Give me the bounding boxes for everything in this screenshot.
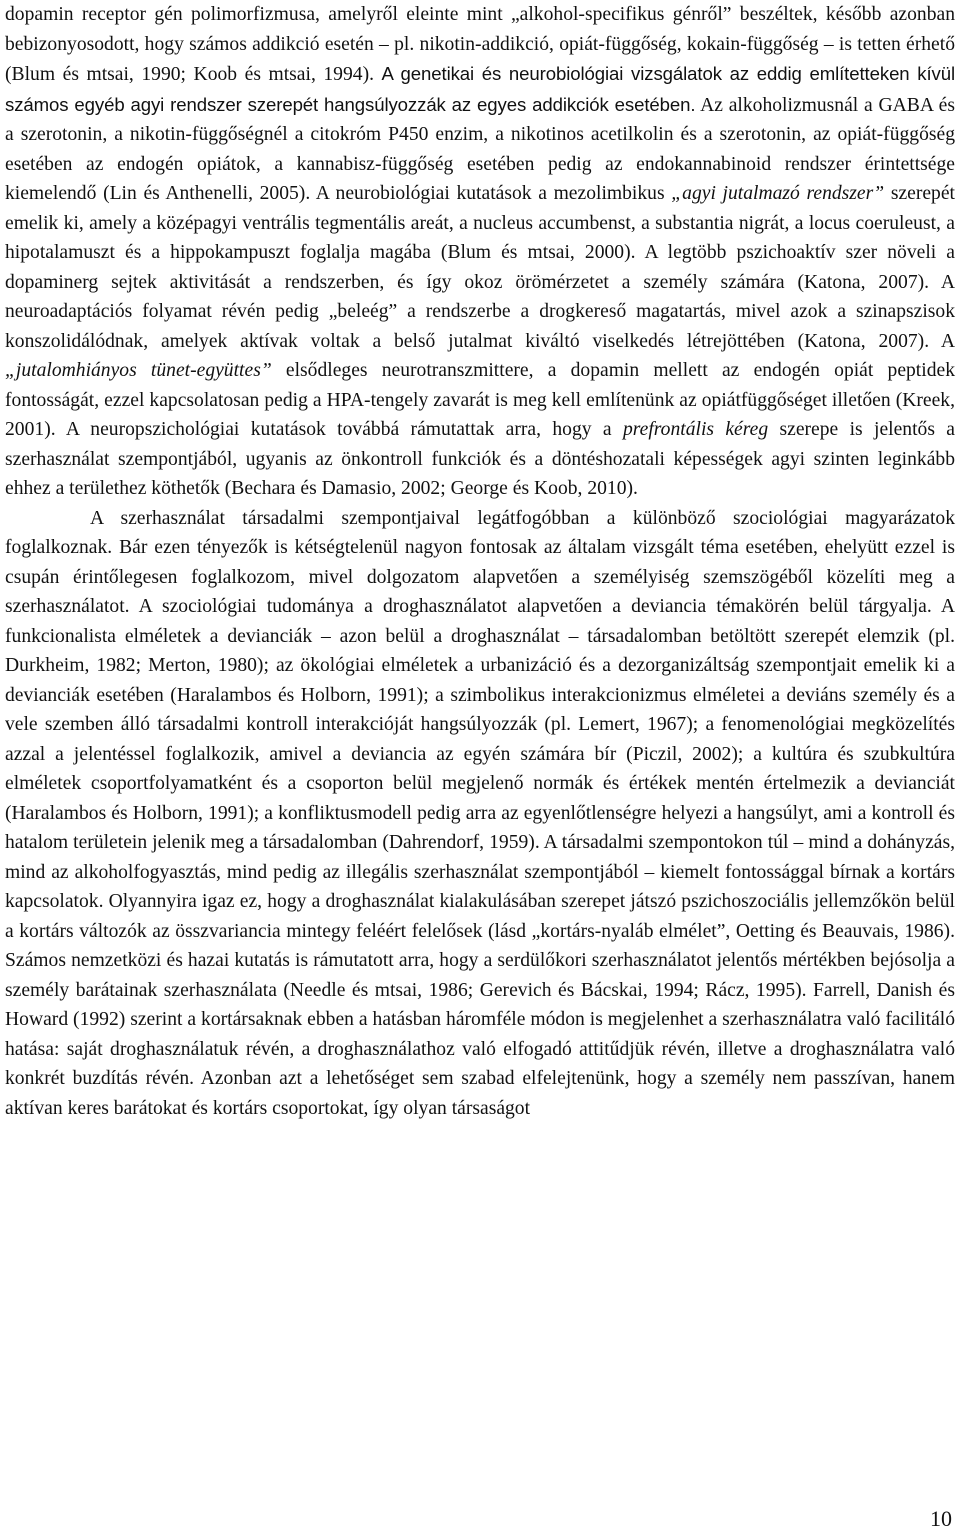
paragraph-1-part-6: szerepe is jelentős a szerhasználat szempontjából, ugyanis az önkontroll funkciók és a döntéshozatali képességek agyi szinten leginkább ehhez a területhez köthetők (Bechara és Damasio, 2002; George és Koob, 2010). (5, 419, 955, 499)
italic-term-reward-system: „agyi jutalmazó rendszer” (671, 183, 885, 204)
paragraph-1 (5, 0, 955, 504)
paragraph-1-part-2: A genetikai és neurobiológiai vizsgálatok az eddig említetteken kívül számos egyéb agyi rendszer szerepét hangsúlyozzák az egyes addikciók esetében. (5, 63, 955, 115)
body-text (5, 0, 955, 1123)
page-number: 10 (930, 1506, 952, 1531)
paragraph-1-part-4: szerepét emelik ki, amely a középagyi ventrális tegmentális areát, a nucleus accumbenst, a substantia nigrát, a locus coeruleust, a hipotalamuszt és a hippokampuszt foglalja magába (Blum és mtsai, 2000). A legtöbb pszichoaktív szer növeli a dopaminerg sejtek aktivitását a rendszerben, és így okoz örömérzetet a személy számára (Katona, 2007). A neuroadaptációs folyamat révén pedig „beleég” a rendszerbe a drogkereső magatartás, mivel azok a szinapszisok konszolidálódnak, amelyek aktívak voltak a belső jutalmat kiváltó viselkedés létrejöttében (Katona, 2007). A (5, 183, 955, 352)
paragraph-1-part-5: elsődleges neurotranszmittere, a dopamin mellett az endogén opiát peptidek fontosságát, ezzel kapcsolatosan pedig a HPA-tengely zavarát is meg kell említenünk az opiátfüggőséget illetően (Kreek, 2001). A neuropszichológiai kutatások továbbá rámutattak arra, hogy a (5, 360, 955, 440)
paragraph-1-part-1: dopamin receptor gén polimorfizmusa, amelyről eleinte mint „alkohol-specifikus génről” beszéltek, később azonban bebizonyosodott, hogy számos addikció esetén – pl. nikotin-addikció, opiát-függőség, kokain-függőség – is tetten érhető (Blum és mtsai, 1990; Koob és mtsai, 1994). (5, 4, 955, 85)
paragraph-1-part-3: Az alkoholizmusnál a GABA és a szerotonin, a nikotin-függőségnél a citokróm P450 enzim, a nikotinos acetilkolin és a szerotonin, az opiát-függőség esetében az endogén opiátok, a kannabisz-függőség esetében pedig az endokannabinoid rendszer érintettsége kiemelendő (Lin és Anthenelli, 2005). A neurobiológiai kutatások a mezolimbikus (5, 94, 955, 204)
paragraph-2: A szerhasználat társadalmi szempontjaival legátfogóbban a különböző szociológiai magyarázatok foglalkoznak. Bár ezen tényezők is kétségtelenül nagyon fontosak az általam vizsgált téma esetében, ehelyütt ezzel is csupán érintőlegesen foglalkozom, mivel dolgozatom alapvetően a személyiség szemszögéből közelíti meg a szerhasználatot. A szociológiai tudománya a droghasználatot alapvetően a deviancia témakörén belül tárgyalja. A funkcionalista elméletek a devianciák – azon belül a droghasználat – társadalomban betöltött szerepét elemzik (pl. Durkheim, 1982; Merton, 1980); az ökológiai elméletek a urbanizáció és a dezorganizáltság szempontjait emelik ki a devianciák esetében (Haralambos és Holborn, 1991); a szimbolikus interakcionizmus elméletei a deviáns személy és a vele szemben álló társadalmi kontroll interakcióját hangsúlyozzák (pl. Lemert, 1967); a fenomenológiai megközelítés azzal a jelentéssel foglalkozik, amivel a deviancia az egyén számára bír (Piczil, 2002); a kultúra és szubkultúra elméletek csoportfolyamatként és a csoporton belül megjelenő normák és értékek mentén értelmezik a devianciát (Haralambos és Holborn, 1991); a konfliktusmodell pedig arra az egyenlőtlenségre helyezi a hangsúlyt, ami a kontroll és hatalom területein jelenik meg a társadalomban (Dahrendorf, 1959). A társadalmi szempontokon túl – mind a dohányzás, mind az alkoholfogyasztás, mind pedig az illegális szerhasználat szempontjából – kiemelt fontossággal bírnak a kortárs kapcsolatok. Olyannyira igaz ez, hogy a droghasználat kialakulásában szerepet játszó pszichoszociális jellemzőkön belül a kortárs változók az összvariancia mintegy feléért felelősek (lásd „kortárs-nyaláb elmélet”, Oetting és Beauvais, 1986). Számos nemzetközi és hazai kutatás is rámutatott arra, hogy a serdülőkori szerhasználatot jelentős mértékben bejósolja a személy barátainak szerhasználata (Needle és mtsai, 1986; Gerevich és Bácskai, 1994; Rácz, 1995). Farrell, Danish és Howard (1992) szerint a kortársaknak ebben a hatásban háromféle módon is megjelenhet a szerhasználatra való facilitáló hatása: saját droghasználatuk révén, a droghasználathoz való elfogadó attitűdjük révén, illetve a droghasználatra való konkrét buzdítás révén. Azonban azt a lehetőséget sem szabad elfelejtenünk, hogy a személy nem passzívan, hanem aktívan keres barátokat és kortárs csoportokat, így olyan társaságot (5, 507, 955, 1119)
italic-term-prefrontal-cortex: prefrontális kéreg (622, 419, 769, 440)
italic-term-reward-deficiency: „jutalomhiányos tünet-együttes” (5, 360, 272, 381)
